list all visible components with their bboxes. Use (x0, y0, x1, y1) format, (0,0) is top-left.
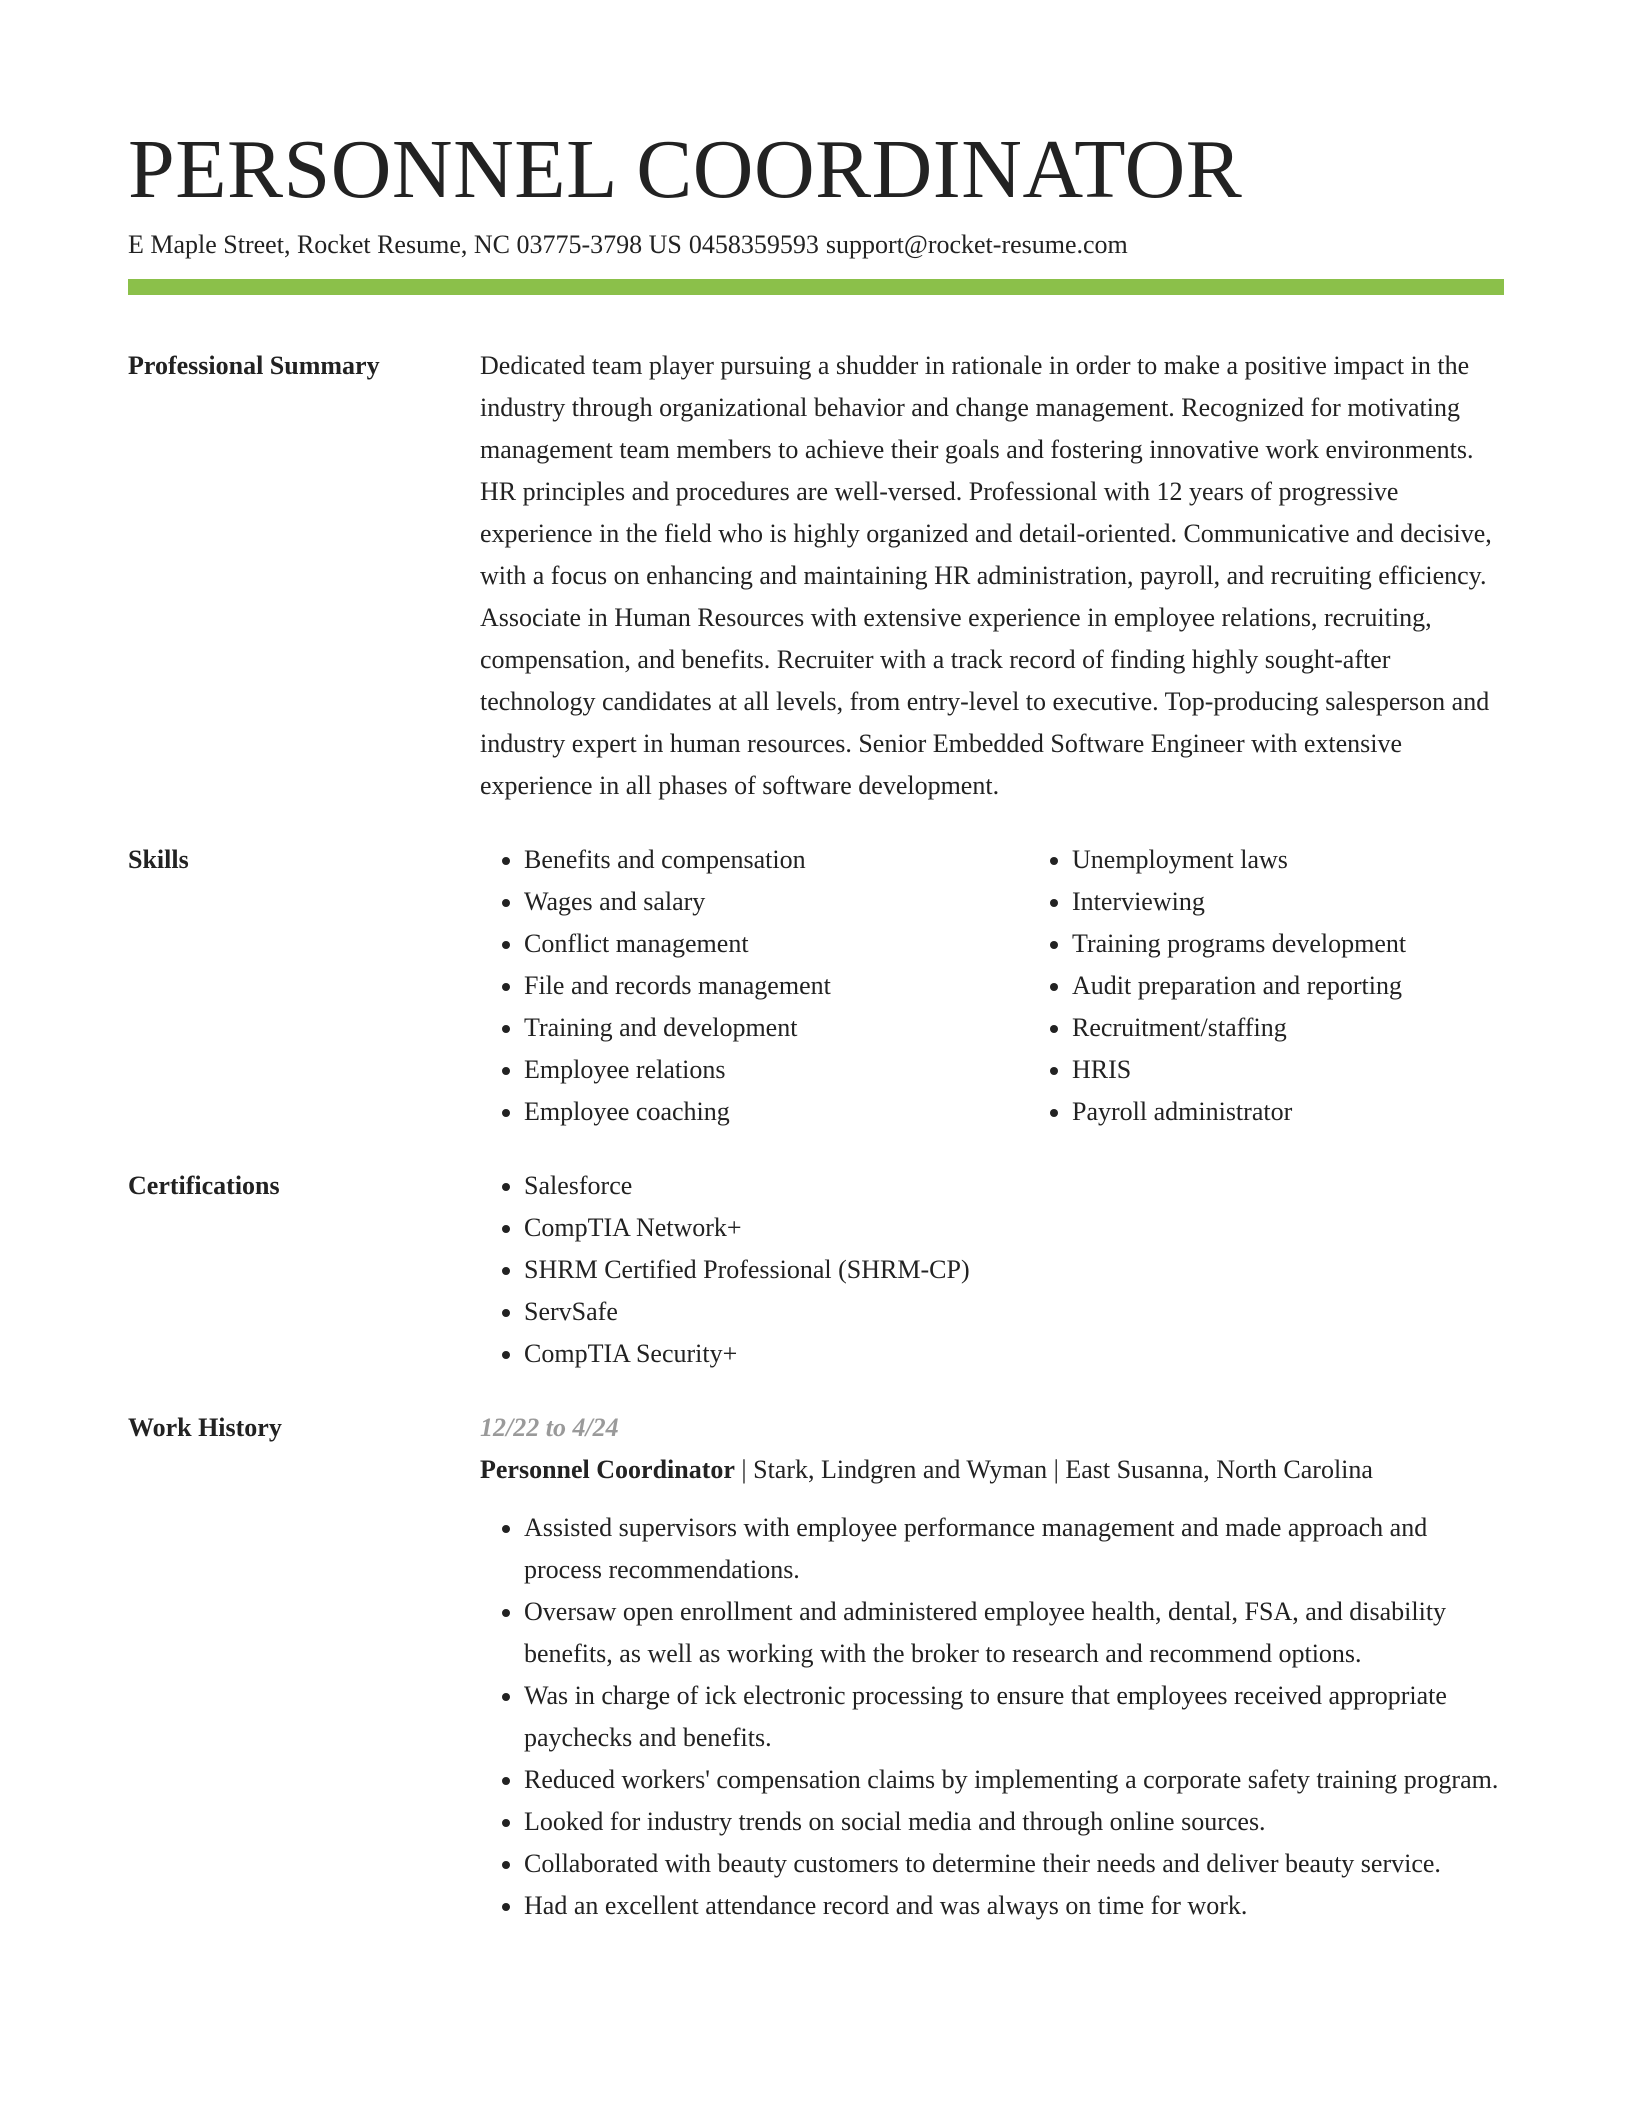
resume-page (128, 0, 1504, 1927)
skills-columns (480, 839, 1592, 1133)
section-heading: Work History (128, 1413, 282, 1442)
certification-item: • CompTIA Security+ (524, 1333, 1504, 1375)
contact-phone: 0458359593 (688, 230, 819, 259)
professional-summary-section (128, 345, 1504, 807)
skill-item: • HRIS (1072, 1049, 1592, 1091)
job-bullet: • Oversaw open enrollment and administered employee health, dental, FSA, and disability benefits, as well as working with the broker to research and recommend options. (524, 1591, 1504, 1675)
job-bullet: • Assisted supervisors with employee performance management and made approach and process recommendations. (524, 1507, 1504, 1591)
section-heading: Skills (128, 845, 189, 874)
header-divider (128, 279, 1504, 295)
job-dates: 12/22 to 4/24 (480, 1413, 619, 1442)
job-company-location: | Stark, Lindgren and Wyman | East Susanna, North Carolina (734, 1455, 1373, 1484)
skills-list-right (1028, 839, 1592, 1133)
certification-item: • SHRM Certified Professional (SHRM-CP) (524, 1249, 1504, 1291)
skill-item: • Employee coaching (524, 1091, 1028, 1133)
skill-item: • Audit preparation and reporting (1072, 965, 1592, 1007)
resume-header (128, 0, 1504, 295)
job-entry (480, 1407, 1504, 1927)
skill-item: • Employee relations (524, 1049, 1028, 1091)
section-body (480, 1165, 1504, 1375)
certification-item: • CompTIA Network+ (524, 1207, 1504, 1249)
contact-email: support@rocket-resume.com (825, 230, 1128, 259)
skill-item: • Training and development (524, 1007, 1028, 1049)
job-bullet-list (480, 1507, 1504, 1927)
job-bullet: • Had an excellent attendance record and was always on time for work. (524, 1885, 1504, 1927)
job-bullet: • Looked for industry trends on social media and through online sources. (524, 1801, 1504, 1843)
job-heading (480, 1449, 1504, 1491)
certifications-section (128, 1165, 1504, 1375)
skill-item: • Payroll administrator (1072, 1091, 1592, 1133)
certification-item: • Salesforce (524, 1165, 1504, 1207)
summary-text: Dedicated team player pursuing a shudder in rationale in order to make a positive impact in the industry through organizational behavior and change management. Recognized for motivating management team members to achieve their goals and fostering innovative work environments. HR principles and procedures are well-versed. Professional with 12 years of progressive experience in the field who is highly organized and detail-oriented. Communicative and decisive, with a focus on enhancing and maintaining HR administration, payroll, and recruiting efficiency. Associate in Human Resources with extensive experience in employee relations, recruiting, compensation, and benefits. Recruiter with a track record of finding highly sought-after technology candidates at all levels, from entry-level to executive. Top-producing salesperson and industry expert in human resources. Senior Embedded Software Engineer with extensive experience in all phases of software development. (480, 351, 1492, 800)
candidate-name: PERSONNEL COORDINATOR (128, 123, 1243, 216)
section-heading: Professional Summary (128, 351, 380, 380)
job-bullet: • Was in charge of ick electronic processing to ensure that employees received appropriate paychecks and benefits. (524, 1675, 1504, 1759)
contact-line (128, 228, 1504, 262)
certifications-list (480, 1165, 1504, 1375)
job-bullet: • Collaborated with beauty customers to determine their needs and deliver beauty service. (524, 1843, 1504, 1885)
skills-section (128, 839, 1504, 1133)
skills-list-left (480, 839, 1028, 1133)
skill-item: • Training programs development (1072, 923, 1592, 965)
section-heading: Certifications (128, 1171, 280, 1200)
certification-item: • ServSafe (524, 1291, 1504, 1333)
skill-item: • Wages and salary (524, 881, 1028, 923)
skill-item: • Unemployment laws (1072, 839, 1592, 881)
skill-item: • Benefits and compensation (524, 839, 1028, 881)
skill-item: • File and records management (524, 965, 1028, 1007)
contact-address: E Maple Street, Rocket Resume, NC 03775-3798 US (128, 230, 682, 259)
job-title: Personnel Coordinator (480, 1455, 735, 1484)
section-body (480, 345, 1504, 807)
skill-item: • Interviewing (1072, 881, 1592, 923)
job-bullet: • Reduced workers' compensation claims by implementing a corporate safety training program. (524, 1759, 1504, 1801)
skill-item: • Recruitment/staffing (1072, 1007, 1592, 1049)
work-history-section (128, 1407, 1504, 1927)
skill-item: • Conflict management (524, 923, 1028, 965)
